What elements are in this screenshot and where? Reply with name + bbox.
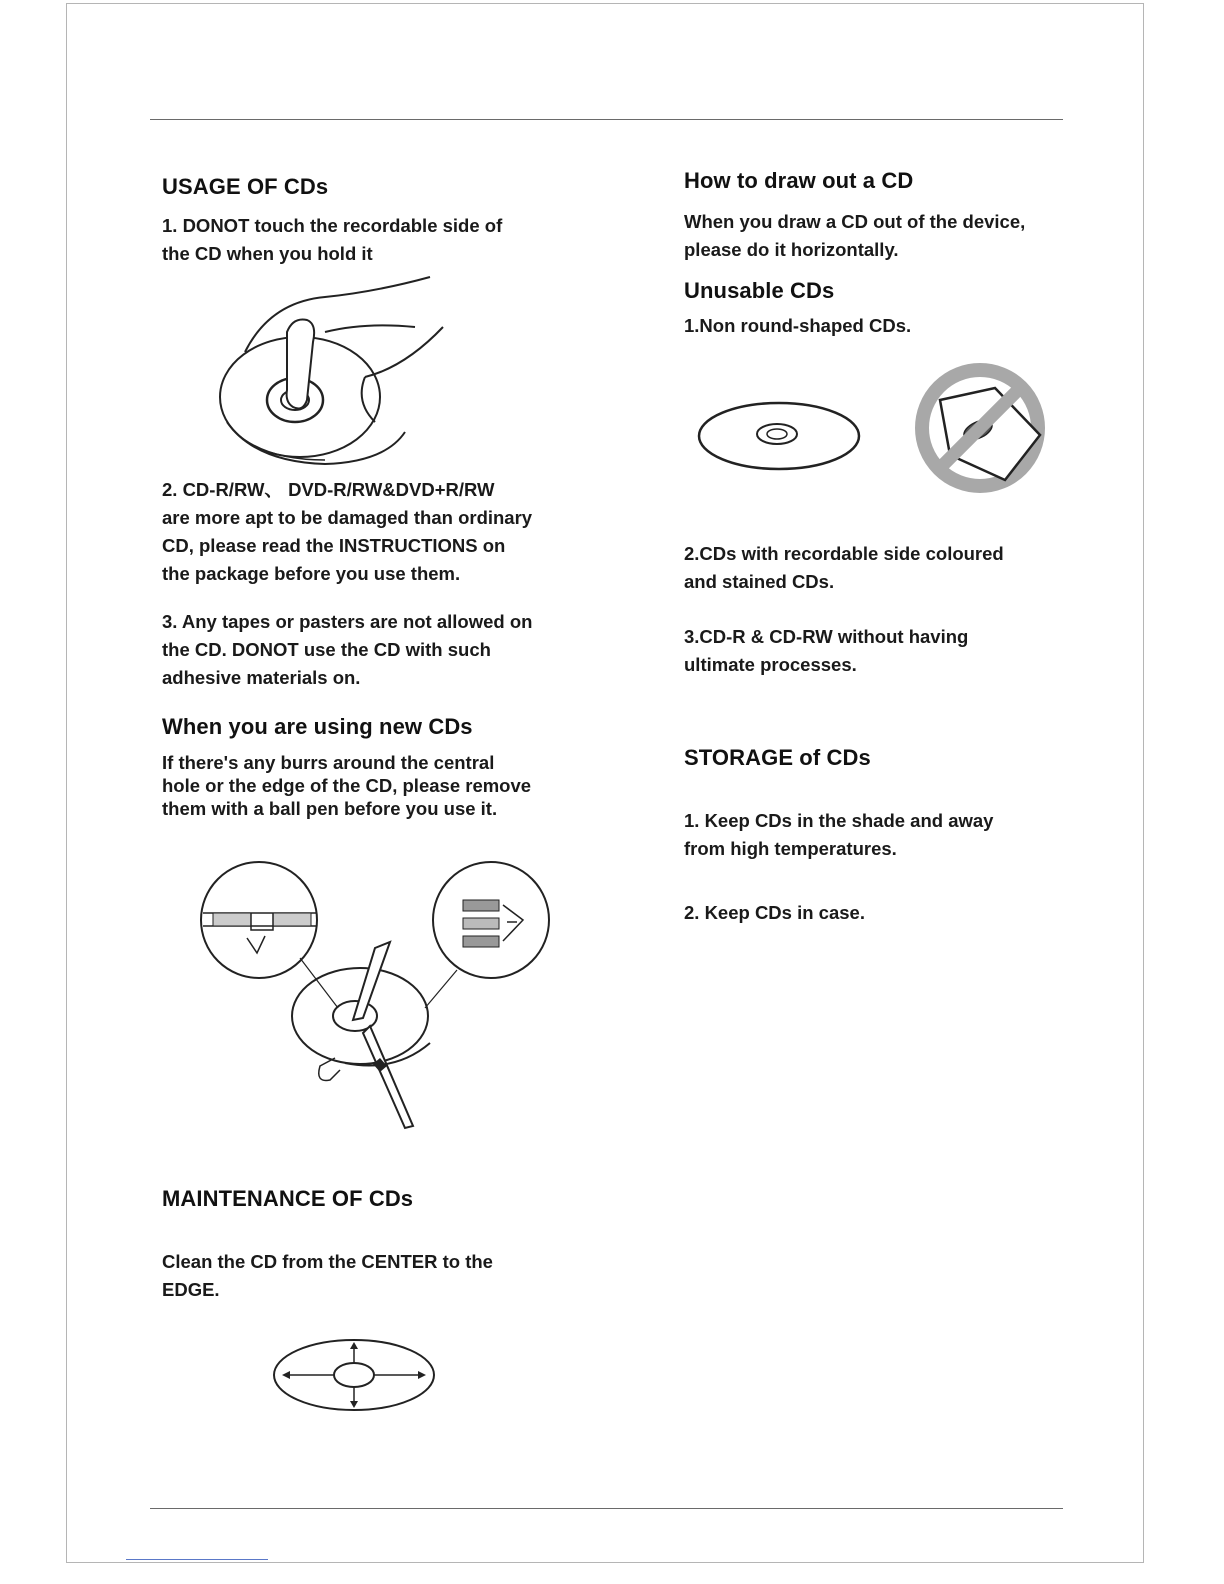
header-rule <box>150 119 1063 120</box>
maintenance-text: Clean the CD from the CENTER to the EDGE. <box>162 1251 493 1300</box>
unusable-item-3: 3.CD-R & CD-RW without having ultimate processes. <box>684 626 969 675</box>
round-cd-illustration <box>696 400 862 474</box>
storage-item-2: 2. Keep CDs in case. <box>684 902 865 923</box>
new-cds-text: If there's any burrs around the central hole or the edge of the CD, please remove them with a ball pen before you use it. <box>162 752 532 819</box>
clean-center-to-edge-illustration <box>272 1338 438 1414</box>
storage-item-1: 1. Keep CDs in the shade and away from high temperatures. <box>684 810 994 859</box>
footer-link-underline[interactable] <box>126 1559 268 1560</box>
hand-holding-cd-illustration <box>215 272 455 472</box>
draw-out-text: When you draw a CD out of the device, please do it horizontally. <box>684 211 1026 260</box>
prohibited-pentagon-cd-illustration <box>910 360 1050 496</box>
usage-item-3: 3. Any tapes or pasters are not allowed on the CD. DONOT use the CD with such adhesive materials on. <box>162 611 533 688</box>
storage-heading: STORAGE of CDs <box>684 745 871 770</box>
usage-heading: USAGE OF CDs <box>162 174 329 199</box>
usage-item-2: 2. CD-R/RW、 DVD-R/RW&DVD+R/RW are more apt to be damaged than ordinary CD, please read the INSTRUCTIONS on the package before you use them. <box>162 479 533 584</box>
unusable-item-1: 1.Non round-shaped CDs. <box>684 315 912 336</box>
new-cds-heading: When you are using new CDs <box>162 714 473 739</box>
remove-burrs-illustration <box>195 858 560 1136</box>
footer-rule <box>150 1508 1063 1509</box>
draw-out-heading: How to draw out a CD <box>684 168 914 193</box>
unusable-heading: Unusable CDs <box>684 278 835 303</box>
maintenance-heading: MAINTENANCE OF CDs <box>162 1186 414 1211</box>
usage-item-1: 1. DONOT touch the recordable side of the CD when you hold it <box>162 215 503 264</box>
unusable-item-2: 2.CDs with recordable side coloured and stained CDs. <box>684 543 1004 592</box>
